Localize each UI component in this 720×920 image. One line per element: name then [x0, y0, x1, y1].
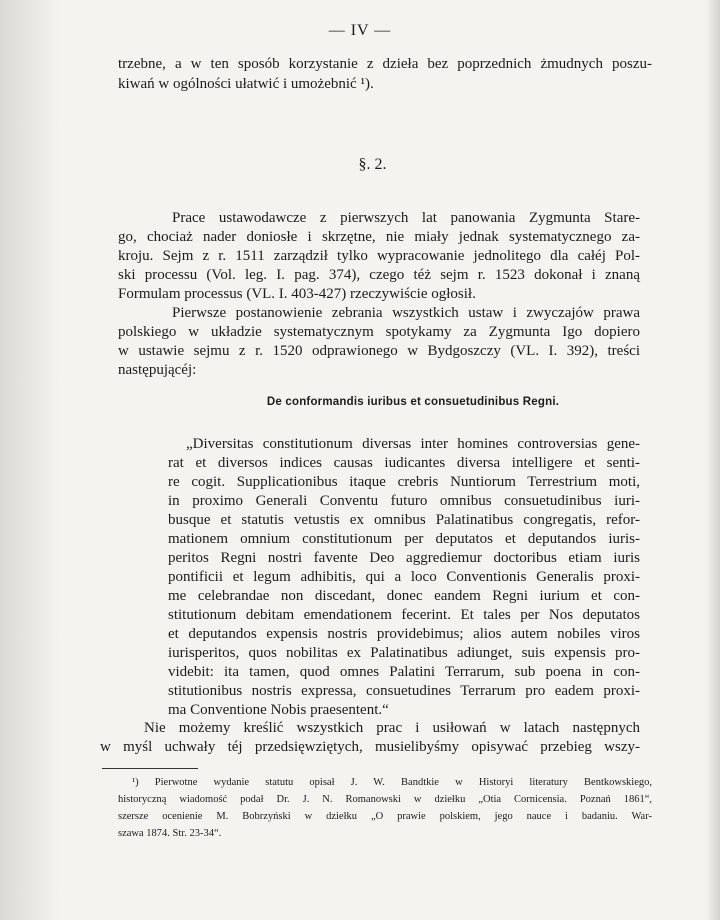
paragraph3-line: w myśl uchwały téj przedsięwziętych, musielibyśmy opisywać przebieg wszy- [100, 739, 640, 755]
latin-heading: De conformandis iuribus et consuetudinibus Regni. [266, 396, 560, 408]
footnote-line: szersze ocenienie M. Bobrzyński w dziełku „O prawie polskiem, jego nauce i badaniu. War- [118, 811, 652, 822]
quote-line: peritos Regni nostri favente Deo aggrediemur doctoribus etiam iuris [168, 550, 640, 566]
quote-line: ma Conventione Nobis praesentent.“ [168, 702, 389, 718]
quote-line: in proximo Generali Conventu futuro omnibus consuetudinibus iuri- [168, 493, 640, 509]
footnote-divider [102, 768, 198, 769]
footnote-line: ¹) Pierwotne wydanie statutu opisał J. W. Bandtkie w Historyi literatury Bentkowskiego, [132, 777, 652, 788]
quote-line: videbit: ita tamen, quod omnes Palatini Terrarum, sub poena in con- [168, 664, 640, 680]
paragraph2-line: Pierwsze postanowienie zebrania wszystkich ustaw i zwyczajów prawa [172, 305, 640, 321]
page-number-header: — IV — [328, 22, 392, 39]
quote-line: busque et statutis vetustis ex omnibus Palatinatibus congregatis, refor- [168, 512, 640, 528]
quote-line: et deputandos expensis nostris providebimus; alios autem nobiles viros [168, 626, 640, 642]
page-edge-shadow-right [706, 0, 720, 920]
page-edge-shadow-left [0, 0, 60, 920]
paragraph2-line: w ustawie sejmu z r. 1520 odprawionego w Bydgoszczy (VL. I. 392), treści [118, 343, 640, 359]
footnote-line: historyczną wiadomość podał Dr. J. N. Romanowski w dziełku „Otia Cornicensia. Poznań 1861“, [118, 794, 652, 805]
quote-line: me celebrandae non discedant, donec eandem Regni iurium et con- [168, 588, 640, 604]
footnote-line: szawa 1874. Str. 23-34“. [118, 828, 222, 839]
quote-line: pontificii et legum adhibitis, qui a loco Conventionis Generalis proxi- [168, 569, 640, 585]
intro-line: kiwań w ogólności ułatwić i umożebnić ¹). [118, 76, 374, 92]
paragraph1-line: ski processu (Vol. leg. I. pag. 374), czego téż sejm r. 1523 dokonał i znaną [118, 267, 640, 283]
paragraph2-line: polskiego w układzie systematycznym spotykamy za Zygmunta Igo dopiero [118, 324, 640, 340]
quote-line: re cogit. Supplicationibus itaque crebris Nuntiorum Terrestrium moti, [168, 474, 640, 490]
paragraph1-line: go, chociaż nader doniosłe i skrzętne, nie miały jednak systematycznego za- [118, 229, 640, 245]
paragraph1-line: Prace ustawodawcze z pierwszych lat panowania Zygmunta Stare- [172, 210, 640, 226]
section-mark: §. 2. [358, 156, 387, 173]
intro-line: trzebne, a w ten sposób korzystanie z dzieła bez poprzednich żmudnych poszu- [118, 56, 652, 72]
paragraph2-line: następującéj: [118, 362, 197, 378]
quote-line: stitutionum debitam emendationem fecerint. Et tales per Nos deputatos [168, 607, 640, 623]
quote-line: rat et diversos indices causas iudicantes diversa intelligere et senti- [168, 455, 640, 471]
quote-line: stitutionibus nostris expressa, consuetudines Terrarum pro eadem proxi- [168, 683, 640, 699]
quote-line: „Diversitas constitutionum diversas inter homines controversias gene- [186, 436, 640, 452]
paragraph1-line: Formulam processus (VL. I. 403-427) rzeczywiście ogłosił. [118, 286, 476, 302]
quote-line: iurisperitos, quos nobilitas ex Palatinatibus adiunget, suis expensis pro- [168, 645, 640, 661]
paragraph3-line: Nie możemy kreślić wszystkich prac i usiłowań w latach następnych [144, 720, 640, 736]
paragraph1-line: kroju. Sejm z r. 1511 zarządził tylko wypracowanie jednolitego dla całéj Pol- [118, 248, 640, 264]
quote-line: mationem omnium constitutionum per deputatos et deputandos iuris- [168, 531, 640, 547]
